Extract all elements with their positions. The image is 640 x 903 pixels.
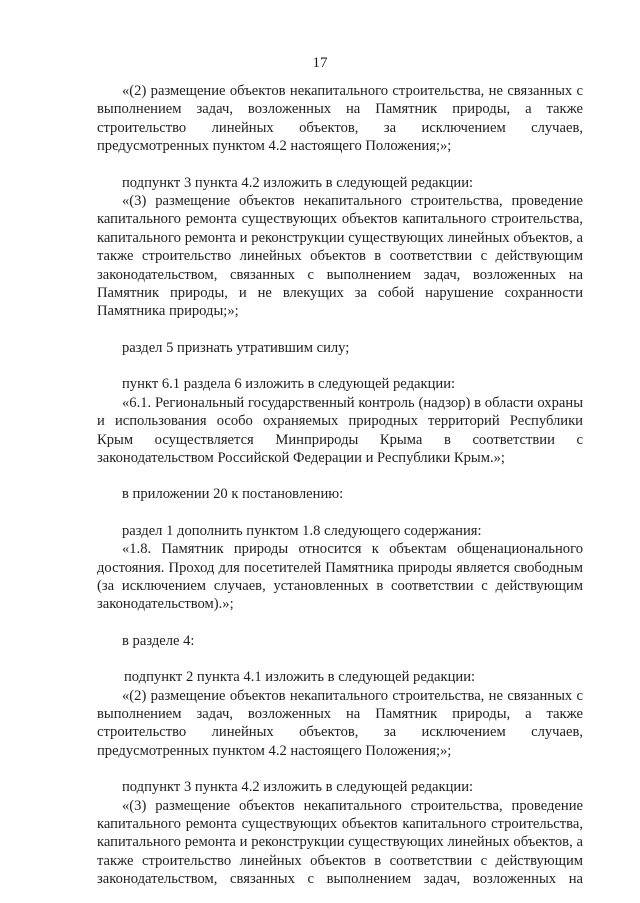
- paragraph-instruction: подпункт 2 пункта 4.1 изложить в следующей редакции:: [124, 669, 476, 686]
- paragraph-instruction: в разделе 4:: [122, 632, 195, 649]
- paragraph-quote-subitem-2: «(2) размещение объектов некапитального строительства, не связанных с выполнением задач, возложенных на Памятник природы, а также строительство линейных объектов, за исключением случаев, предусмотренных пунктом 4.2 настоящего Положения;»;: [97, 83, 583, 155]
- paragraph-instruction: раздел 5 признать утратившим силу;: [122, 339, 350, 356]
- paragraph-instruction: подпункт 3 пункта 4.2 изложить в следующей редакции:: [122, 779, 474, 796]
- paragraph-quote-item-1-8: «1.8. Памятник природы относится к объектам общенационального достояния. Проход для посетителей Памятника природы является свободным (за исключением случаев, установленных в соответствии с действующим законодательством).»;: [97, 541, 583, 613]
- paragraph-quote-subitem-3: «(3) размещение объектов некапитального строительства, проведение капитального ремонта существующих объектов капитального строительства, капитального ремонта и реконструкции существующих линейных объектов, а также строительство линейных объектов в соответствии с действующим законодательством, связанных с выполнением задач, возложенных на Памятник природы, и не влекущих за собой нарушение сохранности Памятника природы;»;: [97, 193, 583, 320]
- document-body: [97, 82, 583, 889]
- page-number: 17: [312, 55, 328, 71]
- paragraph-instruction: раздел 1 дополнить пунктом 1.8 следующего содержания:: [122, 522, 482, 539]
- paragraph-instruction: пункт 6.1 раздела 6 изложить в следующей редакции:: [122, 376, 456, 393]
- paragraph-quote-subitem-2: «(2) размещение объектов некапитального строительства, не связанных с выполнением задач, возложенных на Памятник природы, а также строительство линейных объектов, за исключением случаев, предусмотренных пунктом 4.2 настоящего Положения;»;: [97, 687, 583, 759]
- paragraph-quote-item-6-1: «6.1. Региональный государственный контроль (надзор) в области охраны и использования особо охраняемых природных территорий Республики Крым осуществляется Минприроды Крыма в соответствии с законодательством Российской Федерации и Республики Крым.»;: [97, 394, 583, 466]
- paragraph-quote-subitem-3: «(3) размещение объектов некапитального строительства, проведение капитального ремонта существующих объектов капитального строительства, капитального ремонта и реконструкции существующих линейных объектов, а также строительство линейных объектов в соответствии с действующим законодательством, связанных с выполнением задач, возложенных на: [97, 797, 583, 888]
- paragraph-instruction: подпункт 3 пункта 4.2 изложить в следующей редакции:: [122, 174, 474, 191]
- paragraph-instruction: в приложении 20 к постановлению:: [122, 486, 344, 503]
